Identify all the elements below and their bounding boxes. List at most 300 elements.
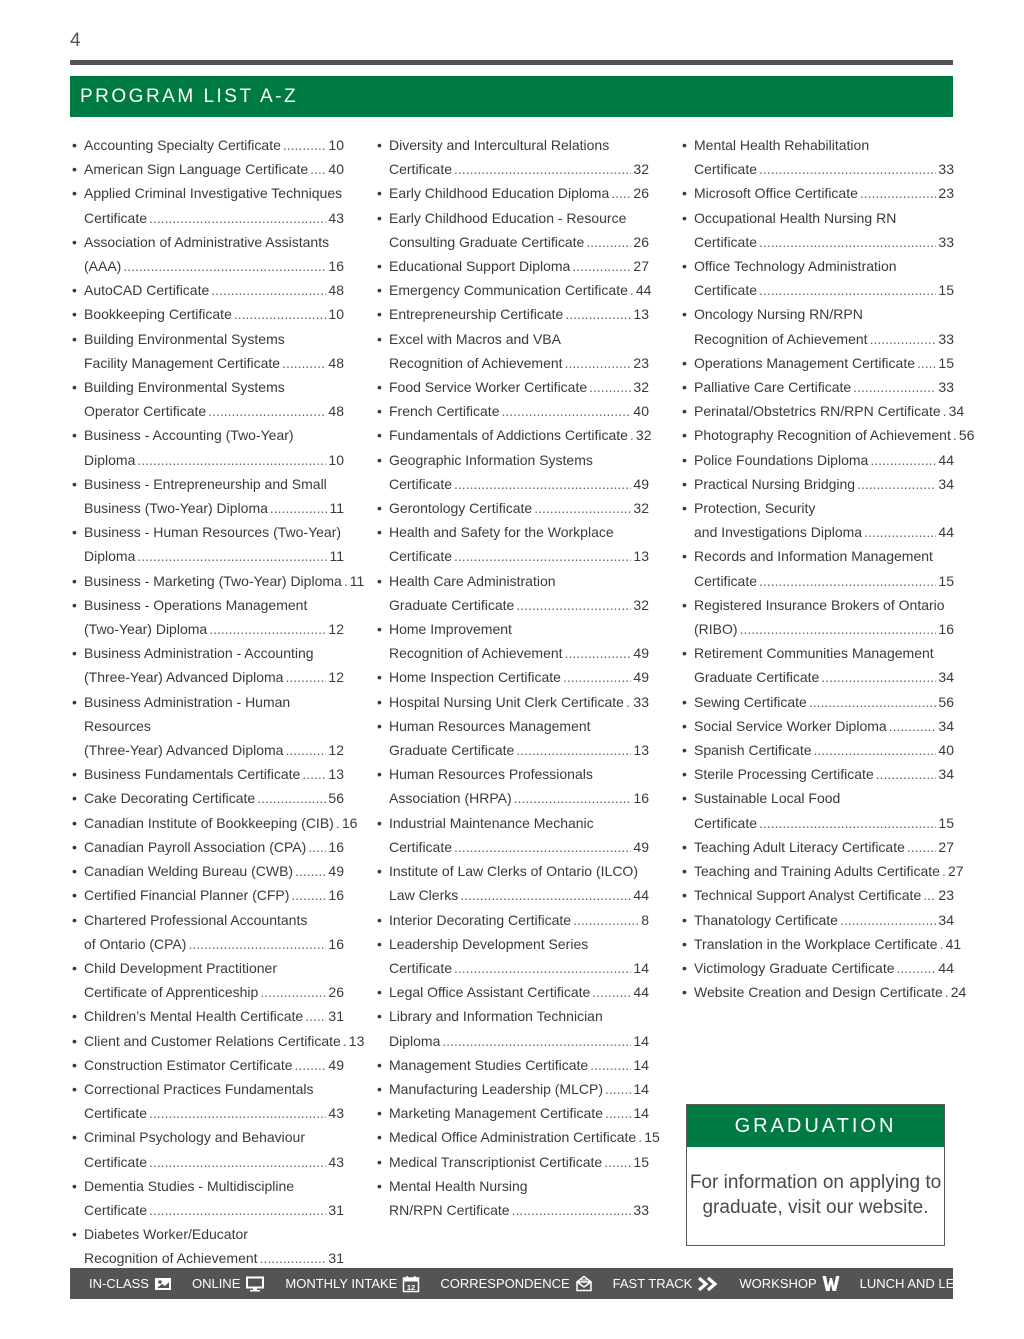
program-name-line — [389, 1198, 649, 1222]
program-name: (Three-Year) Advanced Diploma — [84, 669, 284, 686]
program-name: (Two-Year) Diploma — [84, 621, 208, 638]
page-reference: 15 — [938, 572, 954, 589]
page-reference: 12 — [328, 621, 344, 638]
program-entry — [682, 641, 954, 689]
program-name-line — [389, 665, 649, 689]
bullet-icon: • — [682, 935, 687, 952]
dot-leader — [853, 375, 936, 399]
legend-fast-track — [613, 1276, 720, 1292]
page-reference: 32 — [633, 500, 649, 517]
program-name-line — [694, 811, 954, 835]
bullet-icon: • — [72, 790, 77, 807]
dot-leader — [589, 375, 631, 399]
dot-leader — [943, 399, 947, 423]
program-name: Management Studies Certificate — [389, 1056, 589, 1073]
dot-leader — [123, 254, 326, 278]
program-name: Canadian Institute of Bookkeeping (CIB) — [84, 814, 334, 831]
program-entry — [682, 593, 954, 641]
page-number: 4 — [70, 30, 81, 51]
program-name-line: Home Improvement — [389, 621, 512, 638]
program-name: Practical Nursing Bridging — [694, 475, 856, 492]
program-name-line — [389, 375, 649, 399]
page-reference: 27 — [938, 838, 954, 855]
bullet-icon: • — [377, 863, 382, 880]
mail-icon — [575, 1275, 593, 1292]
program-entry — [682, 472, 954, 496]
bullet-icon: • — [72, 306, 77, 323]
program-entry — [377, 327, 649, 375]
page-reference: 41 — [945, 935, 962, 952]
program-entry — [377, 375, 649, 399]
page-reference: 26 — [633, 233, 649, 250]
program-name-line — [389, 1101, 649, 1125]
bullet-icon: • — [377, 1056, 382, 1073]
program-name-line — [389, 1077, 649, 1101]
dot-leader — [864, 520, 936, 544]
page-reference: 40 — [938, 742, 954, 759]
program-name-line — [84, 811, 358, 835]
program-name-line — [389, 254, 649, 278]
program-name: Canadian Welding Bureau (CWB) — [84, 863, 294, 880]
bullet-icon: • — [377, 1129, 382, 1146]
program-name-line — [84, 665, 344, 689]
program-name-line — [389, 544, 649, 568]
program-name: Certificate — [84, 209, 148, 226]
dot-leader — [188, 932, 326, 956]
program-name: Construction Estimator Certificate — [84, 1056, 293, 1073]
program-name-line — [694, 448, 954, 472]
program-entry — [377, 133, 649, 181]
bullet-icon: • — [682, 185, 687, 202]
w-letter-icon — [822, 1275, 840, 1292]
program-name-line — [694, 617, 954, 641]
dot-leader — [592, 980, 631, 1004]
bullet-icon: • — [682, 306, 687, 323]
program-name: Children’s Mental Health Certificate — [84, 1008, 304, 1025]
program-name: Manufacturing Leadership (MLCP) — [389, 1080, 603, 1097]
page-reference: 32 — [633, 596, 649, 613]
dot-leader — [460, 883, 631, 907]
legend-label: IN-CLASS — [89, 1276, 149, 1291]
program-name: Certificate — [389, 548, 453, 565]
dot-leader — [516, 738, 631, 762]
program-entry — [72, 593, 344, 641]
program-name-line: Business Administration - Human Resources — [84, 693, 291, 734]
program-name-line — [389, 399, 649, 423]
program-name: Certificate — [694, 282, 758, 299]
dot-leader — [565, 641, 632, 665]
program-name-line — [84, 544, 344, 568]
program-entry — [682, 448, 954, 472]
program-name-line — [389, 908, 649, 932]
program-name-line: Early Childhood Education - Resource — [389, 209, 627, 226]
page-reference: 16 — [328, 838, 344, 855]
program-name-line: Library and Information Technician — [389, 1008, 603, 1025]
dot-leader — [149, 1198, 326, 1222]
graduation-line-2: graduate, visit our website. — [702, 1197, 929, 1218]
dot-leader — [454, 544, 631, 568]
bullet-icon: • — [682, 742, 687, 759]
bullet-icon: • — [377, 669, 382, 686]
page-reference: 40 — [633, 403, 649, 420]
program-entry — [72, 472, 344, 520]
program-name: of Ontario (CPA) — [84, 935, 187, 952]
program-name-line — [694, 157, 954, 181]
program-name-line: Correctional Practices Fundamentals — [84, 1080, 314, 1097]
page-reference: 44 — [938, 524, 954, 541]
program-name-line — [84, 883, 344, 907]
program-name: Recognition of Achievement — [84, 1250, 258, 1267]
program-name-line — [694, 859, 964, 883]
program-name-line: Criminal Psychology and Behaviour — [84, 1129, 305, 1146]
bullet-icon: • — [72, 233, 77, 250]
page-reference: 44 — [938, 451, 954, 468]
page-reference: 33 — [938, 161, 954, 178]
page-reference: 16 — [328, 887, 344, 904]
program-name-line: Association of Administrative Assistants — [84, 233, 330, 250]
dot-leader — [860, 181, 937, 205]
program-entry — [377, 1053, 649, 1077]
program-entry — [72, 641, 344, 689]
bullet-icon: • — [72, 1056, 77, 1073]
program-entry — [682, 351, 954, 375]
program-entry — [72, 1174, 344, 1222]
program-name: Operations Management Certificate — [694, 354, 915, 371]
program-name-line: Records and Information Management — [694, 548, 933, 565]
page-reference: 56 — [328, 790, 344, 807]
program-name-line — [84, 762, 344, 786]
program-entry — [377, 1174, 649, 1222]
program-name-line — [694, 762, 954, 786]
page-reference: 10 — [328, 306, 344, 323]
program-entry — [682, 375, 954, 399]
program-name-line — [389, 1150, 649, 1174]
page-reference: 26 — [328, 984, 344, 1001]
page-reference: 34 — [948, 403, 965, 420]
program-name-line — [84, 1004, 344, 1028]
dot-leader — [516, 593, 631, 617]
dot-leader — [291, 883, 326, 907]
bullet-icon: • — [72, 1226, 77, 1243]
bullet-icon: • — [72, 863, 77, 880]
bullet-icon: • — [72, 524, 77, 541]
bullet-icon: • — [72, 282, 77, 299]
program-name-line — [389, 641, 649, 665]
program-name: Recognition of Achievement — [694, 330, 868, 347]
program-name: Graduate Certificate — [389, 596, 515, 613]
page-reference: 40 — [328, 161, 344, 178]
program-name-line — [694, 278, 954, 302]
dot-leader — [759, 569, 936, 593]
program-entry — [377, 399, 649, 423]
program-name: Certificate — [389, 959, 453, 976]
program-name: Certificate — [389, 475, 453, 492]
program-entry — [72, 1029, 365, 1053]
program-name: Operator Certificate — [84, 403, 207, 420]
program-column-1 — [72, 133, 365, 1271]
page-reference: 34 — [938, 475, 954, 492]
calendar-icon — [402, 1275, 420, 1293]
page-reference: 14 — [633, 1056, 649, 1073]
bullet-icon: • — [377, 693, 382, 710]
program-name: Law Clerks — [389, 887, 459, 904]
dot-leader — [270, 496, 328, 520]
program-name: Food Service Worker Certificate — [389, 379, 588, 396]
program-name: American Sign Language Certificate — [84, 161, 309, 178]
bullet-icon: • — [377, 911, 382, 928]
page-reference: 48 — [328, 403, 344, 420]
program-entry — [682, 133, 954, 181]
program-name: Perinatal/Obstetrics RN/RPN Certificate — [694, 403, 941, 420]
program-entry — [682, 399, 965, 423]
program-name-line — [84, 786, 344, 810]
program-entry — [72, 133, 344, 157]
program-column-3 — [682, 133, 975, 1004]
bullet-icon: • — [72, 161, 77, 178]
dot-leader — [234, 302, 327, 326]
bullet-icon: • — [72, 427, 77, 444]
legend-in-class — [89, 1276, 172, 1292]
program-name-line — [389, 1053, 649, 1077]
page-reference: 33 — [633, 693, 649, 710]
dot-leader — [257, 786, 326, 810]
program-entry — [72, 786, 344, 810]
bullet-icon: • — [72, 330, 77, 347]
page-reference: 48 — [328, 282, 344, 299]
program-name-line — [694, 980, 967, 1004]
program-name-line — [694, 569, 954, 593]
bullet-icon: • — [682, 451, 687, 468]
page-reference: 16 — [341, 814, 358, 831]
bullet-icon: • — [377, 1177, 382, 1194]
program-name-line — [84, 133, 344, 157]
dot-leader — [308, 835, 326, 859]
program-entry — [72, 181, 344, 229]
program-entry — [377, 811, 649, 859]
program-entry — [377, 569, 649, 617]
dot-leader — [260, 1246, 327, 1270]
program-entry — [377, 1004, 649, 1052]
program-entry — [377, 980, 649, 1004]
program-name-line: Human Resources Professionals — [389, 766, 593, 783]
bullet-icon: • — [377, 403, 382, 420]
program-name-line: Child Development Practitioner — [84, 959, 277, 976]
page-reference: 26 — [633, 185, 649, 202]
page-reference: 14 — [633, 1105, 649, 1122]
program-name: Medical Office Administration Certificate — [389, 1129, 637, 1146]
program-name-line: Excel with Macros and VBA — [389, 330, 561, 347]
page-reference: 34 — [938, 911, 954, 928]
program-entry — [377, 278, 652, 302]
program-entry — [682, 762, 954, 786]
page-reference: 11 — [329, 500, 344, 517]
dot-leader — [305, 1004, 326, 1028]
dot-leader — [149, 1101, 326, 1125]
legend-workshop — [739, 1275, 839, 1292]
program-entry — [72, 956, 344, 1004]
dot-leader — [336, 811, 340, 835]
page-reference: 12 — [328, 742, 344, 759]
program-name: Graduate Certificate — [694, 669, 820, 686]
program-name-line: Business - Entrepreneurship and Small — [84, 475, 327, 492]
program-name-line — [694, 956, 954, 980]
dot-leader — [283, 133, 327, 157]
program-name-line — [389, 302, 649, 326]
page-reference: 56 — [938, 693, 954, 710]
dot-leader — [209, 617, 326, 641]
bullet-icon: • — [682, 911, 687, 928]
dot-leader — [917, 351, 936, 375]
bullet-icon: • — [682, 838, 687, 855]
program-name: Association (HRPA) — [389, 790, 512, 807]
page-reference: 43 — [328, 1153, 344, 1170]
program-name: Diploma — [84, 548, 136, 565]
bullet-icon: • — [377, 572, 382, 589]
program-name-line — [694, 230, 954, 254]
program-entry — [682, 908, 954, 932]
page-reference: 49 — [633, 475, 649, 492]
program-name: Bookkeeping Certificate — [84, 306, 232, 323]
program-name-line: Chartered Professional Accountants — [84, 911, 308, 928]
dot-leader — [876, 762, 937, 786]
program-entry — [72, 1004, 344, 1028]
dot-leader — [454, 956, 631, 980]
program-name-line — [694, 738, 954, 762]
page-reference: 33 — [633, 1201, 649, 1218]
program-name-line: Health and Safety for the Workplace — [389, 524, 614, 541]
program-name-line — [389, 230, 649, 254]
dot-leader — [572, 254, 631, 278]
program-name-line: Applied Criminal Investigative Techniques — [84, 185, 343, 202]
program-name: Diploma — [84, 451, 136, 468]
bullet-icon: • — [377, 451, 382, 468]
monitor-icon — [245, 1276, 265, 1292]
program-entry — [682, 883, 954, 907]
page-reference: 14 — [633, 959, 649, 976]
page-reference: 23 — [633, 354, 649, 371]
dot-leader — [137, 544, 327, 568]
program-name: Certificate — [694, 572, 758, 589]
program-entry — [377, 690, 649, 714]
program-name: Certified Financial Planner (CFP) — [84, 887, 290, 904]
page-reference: 44 — [633, 887, 649, 904]
dot-leader — [605, 1101, 631, 1125]
bullet-icon: • — [72, 137, 77, 153]
program-name-line: Registered Insurance Brokers of Ontario — [694, 596, 945, 613]
bullet-icon: • — [377, 766, 382, 783]
program-name-line — [84, 496, 344, 520]
program-name-line: Diversity and Intercultural Relations — [389, 137, 610, 153]
program-name-line — [694, 423, 975, 447]
program-entry — [377, 762, 649, 810]
bullet-icon: • — [377, 814, 382, 831]
legend-online — [192, 1276, 265, 1292]
program-name: Thanatology Certificate — [694, 911, 838, 928]
program-entry — [682, 835, 954, 859]
bullet-icon: • — [682, 137, 687, 153]
dot-leader — [759, 278, 936, 302]
program-entry — [72, 811, 358, 835]
program-name-line — [389, 786, 649, 810]
program-name-line: Diabetes Worker/Educator — [84, 1226, 248, 1243]
bullet-icon: • — [682, 475, 687, 492]
page-reference: 32 — [633, 161, 649, 178]
bullet-icon: • — [377, 258, 382, 275]
graduation-text — [687, 1147, 944, 1220]
program-entry — [72, 302, 344, 326]
dot-leader — [137, 448, 326, 472]
dot-leader — [759, 230, 936, 254]
program-name: (AAA) — [84, 258, 122, 275]
page-reference: 32 — [635, 427, 652, 444]
page-reference: 15 — [938, 282, 954, 299]
legend-label: LUNCH AND LEARN — [859, 1276, 982, 1291]
page-reference: 11 — [349, 572, 365, 589]
dot-leader — [611, 181, 631, 205]
page-reference: 49 — [633, 645, 649, 662]
page-reference: 31 — [328, 1201, 344, 1218]
program-name-line — [389, 835, 649, 859]
page-reference: 24 — [950, 984, 967, 1001]
dot-leader — [630, 423, 634, 447]
bullet-icon: • — [682, 959, 687, 976]
program-entry — [377, 859, 649, 907]
program-name: Certificate — [84, 1201, 148, 1218]
bullet-icon: • — [682, 693, 687, 710]
graduation-line-1: For information on applying to — [689, 1172, 942, 1193]
program-name: Cake Decorating Certificate — [84, 790, 256, 807]
program-name-line: Health Care Administration — [389, 572, 556, 589]
page-reference: 56 — [958, 427, 975, 444]
page-reference: 27 — [633, 258, 649, 275]
dot-leader — [565, 351, 632, 375]
program-entry — [682, 859, 964, 883]
bullet-icon: • — [72, 959, 77, 976]
program-name: Consulting Graduate Certificate — [389, 233, 585, 250]
program-name-line: Dementia Studies - Multidiscipline — [84, 1177, 295, 1194]
program-name-line: Office Technology Administration — [694, 258, 897, 275]
program-entry — [682, 714, 954, 738]
program-name-line — [389, 883, 649, 907]
legend-lunch-and-learn — [860, 1275, 1005, 1293]
dot-leader — [149, 1150, 326, 1174]
page-reference: 49 — [633, 669, 649, 686]
program-entry — [682, 496, 954, 544]
program-name-line — [84, 399, 344, 423]
program-name: Certificate — [84, 1105, 148, 1122]
program-name-line — [694, 835, 954, 859]
bullet-icon: • — [72, 185, 77, 202]
page-reference: 34 — [938, 766, 954, 783]
program-entry — [682, 932, 962, 956]
bullet-icon: • — [682, 500, 687, 517]
program-name-line — [389, 1029, 649, 1053]
program-name-line — [389, 593, 649, 617]
program-name-line — [389, 472, 649, 496]
dot-leader — [534, 496, 631, 520]
dot-leader — [442, 1029, 631, 1053]
program-name: Client and Customer Relations Certificate — [84, 1032, 341, 1049]
program-entry — [377, 496, 649, 520]
program-name: Graduate Certificate — [389, 742, 515, 759]
bullet-icon: • — [377, 1153, 382, 1170]
program-name: Legal Office Assistant Certificate — [389, 984, 591, 1001]
program-name: Home Inspection Certificate — [389, 669, 561, 686]
page-reference: 23 — [938, 887, 954, 904]
bullet-icon: • — [682, 258, 687, 275]
program-name-line: Building Environmental Systems — [84, 330, 285, 347]
svg-text:12: 12 — [407, 1282, 416, 1292]
